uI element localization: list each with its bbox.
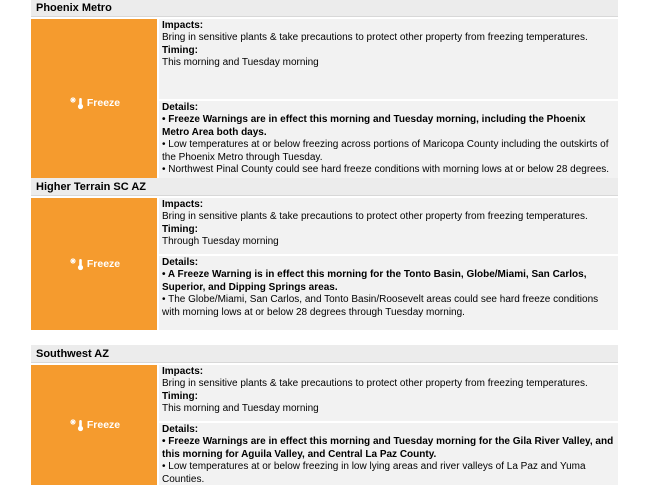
hazard-tile [31,19,157,187]
impacts-text: Bring in sensitive plants & take precautions to protect other property from freezing temperatures. [162,211,588,223]
detail-item: • Northwest Pinal County could see hard freeze conditions with morning lows at or below 28 degrees. [162,164,610,176]
hazard-tile [31,198,157,330]
details-label: Details: [162,102,199,113]
freeze-thermometer-icon [68,96,86,110]
region-higher-terrain-sc-az [31,178,618,330]
hazard-label: Freeze [86,419,121,431]
detail-item: • Freeze Warnings are in effect this morning and Tuesday morning for the Gila River Valley, and this morning for Aguila Valley, and Central La Paz County. [162,436,614,460]
details-cell [159,256,618,330]
timing-label: Timing: [162,44,198,56]
impacts-text: Bring in sensitive plants & take precautions to protect other property from freezing temperatures. [162,32,588,44]
impacts-timing-cell [159,19,618,99]
timing-label: Timing: [162,390,198,402]
region-header: Phoenix Metro [31,0,618,17]
detail-item: • Low temperatures at or below freezing across portions of Maricopa County including the outskirts of the Phoenix Metro through Tuesday. [162,139,609,163]
region-phoenix-metro [31,0,618,187]
impacts-label: Impacts: [162,20,204,31]
detail-item: • A Freeze Warning is in effect this morning for the Tonto Basin, Globe/Miami, San Carlos, Superior, and Dipping Springs areas. [162,269,587,293]
freeze-thermometer-icon [68,257,86,271]
region-header: Higher Terrain SC AZ [31,178,618,196]
region-southwest-az [31,345,618,485]
timing-text: This morning and Tuesday morning [162,57,319,69]
impacts-timing-cell [159,198,618,254]
detail-item: • Low temperatures at or below freezing in low lying areas and river valleys of La Paz and Yuma Counties. [162,461,586,485]
freeze-thermometer-icon [68,418,86,432]
hazard-tile [31,365,157,485]
detail-item: • The Globe/Miami, San Carlos, and Tonto Basin/Roosevelt areas could see hard freeze conditions with morning lows at or below 28 degrees through Tuesday morning. [162,294,599,318]
timing-text: This morning and Tuesday morning [162,403,319,415]
detail-item: • Freeze Warnings are in effect this morning and Tuesday morning, including the Phoenix Metro Area both days. [162,114,586,138]
details-label: Details: [162,257,199,268]
timing-label: Timing: [162,223,198,235]
details-label: Details: [162,424,199,435]
timing-text: Through Tuesday morning [162,236,279,248]
impacts-text: Bring in sensitive plants & take precautions to protect other property from freezing temperatures. [162,378,588,390]
impacts-label: Impacts: [162,366,204,377]
details-cell [159,101,618,187]
impacts-label: Impacts: [162,199,204,210]
hazard-label: Freeze [86,258,121,270]
hazard-label: Freeze [86,97,121,109]
region-header: Southwest AZ [31,345,618,363]
details-cell [159,423,618,485]
impacts-timing-cell [159,365,618,421]
